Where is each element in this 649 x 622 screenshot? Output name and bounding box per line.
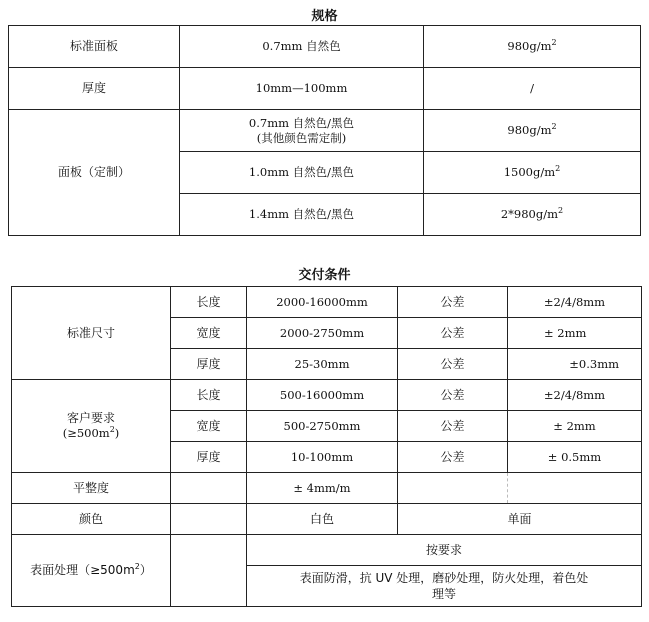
customer-length-value: 500-16000mm: [247, 380, 398, 411]
surface-value-2: 表面防滑，抗 UV 处理，磨砂处理，防火处理，着色处 理等: [247, 566, 642, 607]
standard-thickness-value: 25-30mm: [247, 349, 398, 380]
delivery-table: [11, 286, 642, 607]
standard-thickness-label: 厚度: [171, 349, 247, 380]
customer-length-tol-label: 公差: [398, 380, 508, 411]
panel-weight: $980g/m^2$: [424, 26, 641, 68]
flatness-empty-3: [508, 473, 642, 504]
table-row: [9, 68, 641, 110]
custom-1-weight: $980g/m^2$: [424, 110, 641, 152]
surface-empty: [171, 535, 247, 607]
customer-thickness-label: 厚度: [171, 442, 247, 473]
flatness-empty-2: [398, 473, 508, 504]
standard-width-label: 宽度: [171, 318, 247, 349]
standard-width-value: 2000-2750mm: [247, 318, 398, 349]
customer-length-tol: ±2/4/8mm: [508, 380, 642, 411]
thickness-label: 厚度: [9, 68, 180, 110]
custom-3-weight: $2*980g/m^2$: [424, 194, 641, 236]
table-row: [9, 26, 641, 68]
spec-table: [8, 25, 641, 236]
custom-2-spec: 1.0mm 自然色/黑色: [180, 152, 424, 194]
standard-length-tol: ±2/4/8mm: [508, 287, 642, 318]
thickness-spec: 10mm—100mm: [180, 68, 424, 110]
flatness-value: ± 4mm/m: [247, 473, 398, 504]
color-value-1: 白色: [247, 504, 398, 535]
table-row: [12, 287, 642, 318]
standard-thickness-tol: ±0.3mm: [508, 349, 642, 380]
standard-length-label: 长度: [171, 287, 247, 318]
customer-thickness-tol-label: 公差: [398, 442, 508, 473]
surface-label: 表面处理$(\ge 500m^2)$: [12, 535, 171, 607]
customer-thickness-value: 10-100mm: [247, 442, 398, 473]
flatness-empty: [171, 473, 247, 504]
customer-thickness-tol: ± 0.5mm: [508, 442, 642, 473]
surface-value-1: 按要求: [247, 535, 642, 566]
panel-spec: 0.7mm 自然色: [180, 26, 424, 68]
color-empty: [171, 504, 247, 535]
spec-title: 规格: [311, 9, 338, 24]
customer-label: 客户要求 $(\ge 500m^2)$: [12, 380, 171, 473]
customer-width-tol: ± 2mm: [508, 411, 642, 442]
custom-3-spec: 1.4mm 自然色/黑色: [180, 194, 424, 236]
standard-width-tol: ± 2mm: [508, 318, 642, 349]
standard-width-tol-label: 公差: [398, 318, 508, 349]
custom-2-weight: $1500g/m^2$: [424, 152, 641, 194]
table-row: [12, 504, 642, 535]
thickness-weight: /: [424, 68, 641, 110]
standard-length-tol-label: 公差: [398, 287, 508, 318]
custom-1-spec: 0.7mm 自然色/黑色 (其他颜色需定制): [180, 110, 424, 152]
customer-width-label: 宽度: [171, 411, 247, 442]
customer-width-tol-label: 公差: [398, 411, 508, 442]
customer-width-value: 500-2750mm: [247, 411, 398, 442]
flatness-label: 平整度: [12, 473, 171, 504]
table-row: [12, 380, 642, 411]
standard-length-value: 2000-16000mm: [247, 287, 398, 318]
standard-thickness-tol-label: 公差: [398, 349, 508, 380]
color-label: 颜色: [12, 504, 171, 535]
standard-label: 标准尺寸: [12, 287, 171, 380]
panel-label: 标准面板: [9, 26, 180, 68]
table-row: [9, 110, 641, 152]
delivery-title: 交付条件: [298, 268, 351, 283]
customer-length-label: 长度: [171, 380, 247, 411]
color-value-2: 单面: [398, 504, 642, 535]
table-row: [12, 535, 642, 566]
custom-label: 面板（定制）: [9, 110, 180, 236]
table-row: [12, 473, 642, 504]
